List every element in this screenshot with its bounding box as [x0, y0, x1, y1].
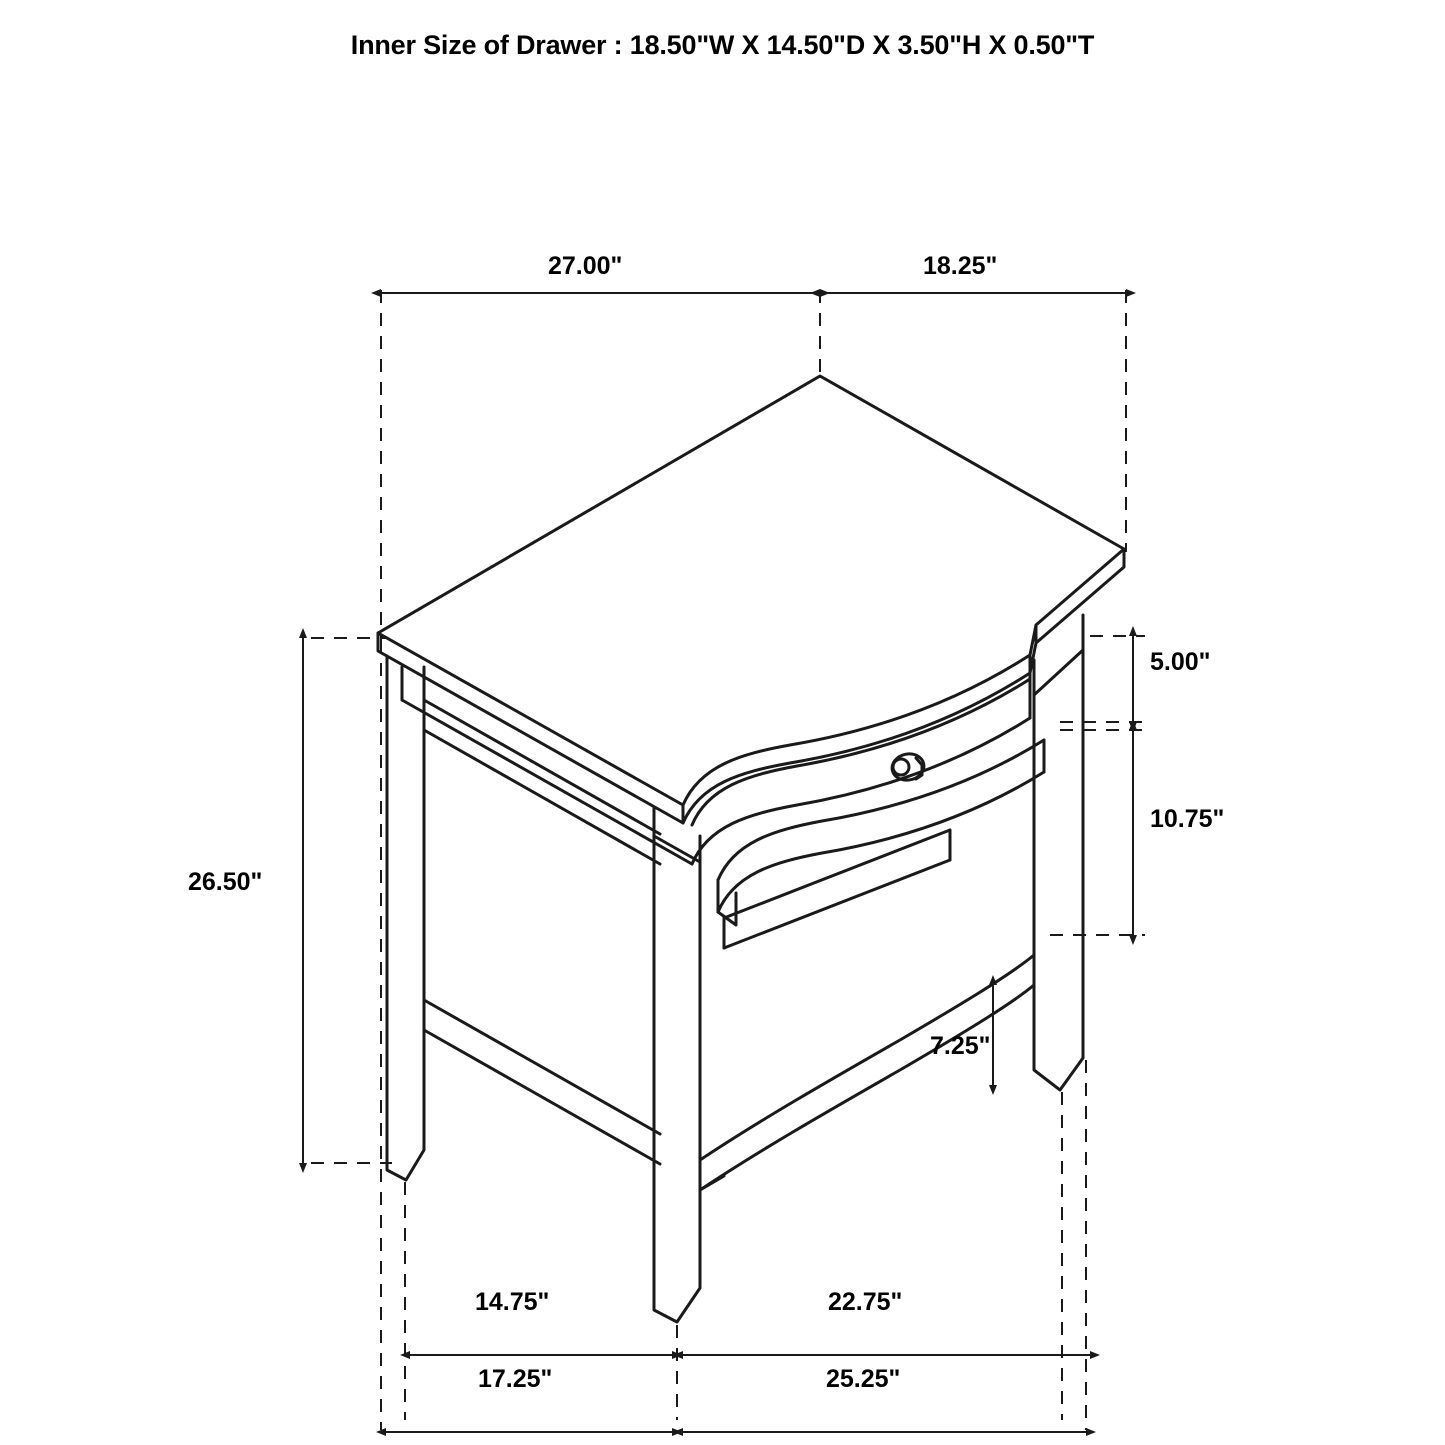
page-title: Inner Size of Drawer : 18.50"W X 14.50"D X 3.50"H X 0.50"T — [350, 30, 1095, 60]
table-outline — [378, 376, 1124, 1322]
dimension-label-base-width-left: 17.25" — [478, 1365, 553, 1393]
dimension-label-leg-span-left: 14.75" — [475, 1288, 550, 1316]
dimension-lines — [303, 290, 1145, 1432]
dimension-label-top-width-right: 18.25" — [923, 252, 998, 280]
dimension-label-shelf-clearance: 7.25" — [930, 1032, 991, 1060]
dimension-label-base-width-right: 25.25" — [826, 1365, 901, 1393]
dimension-label-leg-span-right: 22.75" — [828, 1288, 903, 1316]
dimension-label-apron-height: 5.00" — [1150, 648, 1211, 676]
dimension-label-overall-height: 26.50" — [188, 868, 263, 896]
dimension-label-top-width-left: 27.00" — [548, 252, 623, 280]
dimension-label-drawer-to-shelf: 10.75" — [1150, 805, 1225, 833]
